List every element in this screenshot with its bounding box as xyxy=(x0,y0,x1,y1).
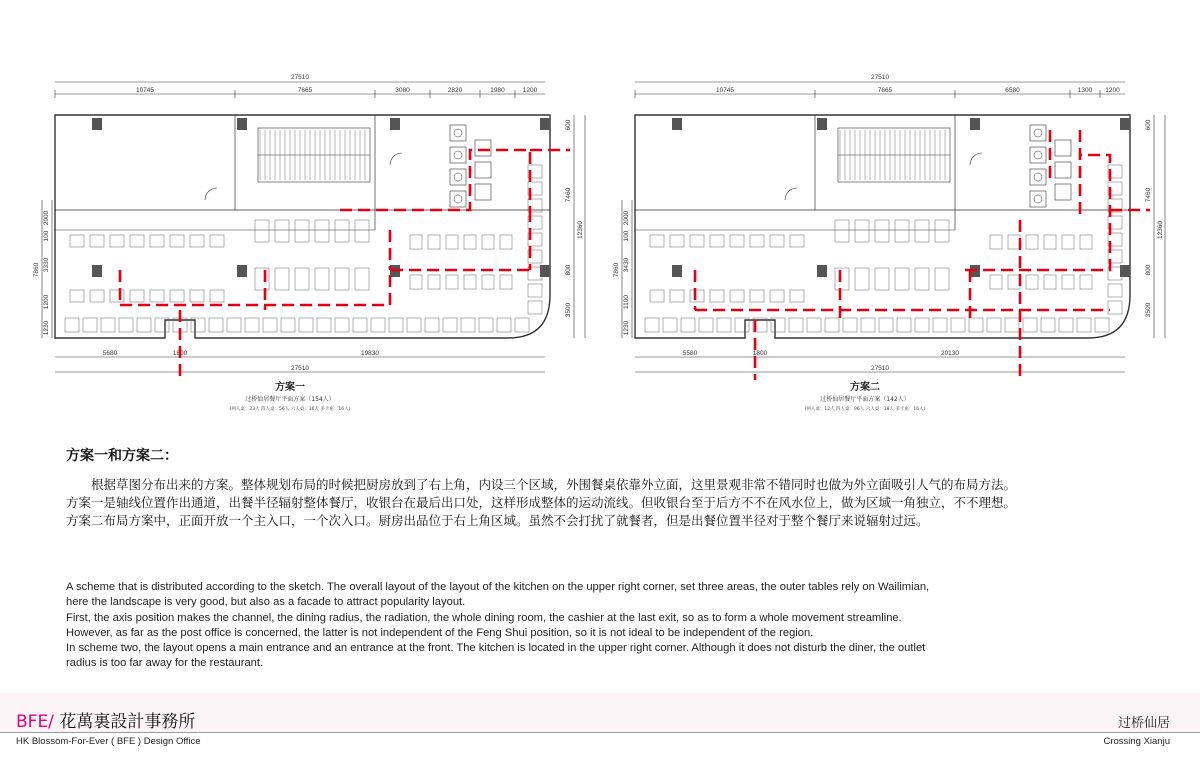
kitchen-burner xyxy=(454,129,462,137)
zh-paragraph: 方案二布局方案中，正面开放一个主入口，一个次入口。厨房出品位于右上角区域。虽然不会打扰了就餐者，但是出餐位置半径对于整个餐厅来说辐射过远。 xyxy=(66,513,929,528)
dimension-left: 3430 xyxy=(623,257,630,273)
dimension-left: 2000 xyxy=(623,210,630,226)
dimension-bottom: 1800 xyxy=(752,350,768,357)
dining-table xyxy=(355,268,369,290)
kitchen-equipment xyxy=(450,169,466,185)
dining-table xyxy=(855,220,869,242)
booth-seat xyxy=(245,318,259,332)
dining-table xyxy=(935,220,949,242)
dimension-left: 1230 xyxy=(43,320,50,336)
dining-table xyxy=(990,275,1002,289)
dimension-top: 1200 xyxy=(1105,87,1120,94)
section-heading: 方案一和方案二： xyxy=(66,448,178,464)
structural-column xyxy=(390,118,400,130)
dimension-left: 3330 xyxy=(43,257,50,273)
dimension-left: 1230 xyxy=(623,320,630,336)
dimension-top: 1980 xyxy=(490,87,505,94)
booth-seat xyxy=(83,318,97,332)
booth-seat xyxy=(699,318,713,332)
booth-seat xyxy=(915,318,929,332)
dimension-left: 1100 xyxy=(623,295,630,309)
dimension-top: 10745 xyxy=(135,87,155,94)
chinese-description xyxy=(66,476,1096,530)
dining-table xyxy=(464,235,476,249)
dimension-top: 1300 xyxy=(1077,87,1093,94)
dining-table xyxy=(482,275,494,289)
dining-table xyxy=(750,290,764,302)
dimension-bottom: 5680 xyxy=(102,350,118,357)
booth-seat xyxy=(951,318,965,332)
en-line: However, as far as the post office is concerned, the latter is not independent of the Feng Shui position, so it is not ideal to be independent of the region. xyxy=(66,626,814,639)
structural-column xyxy=(92,118,102,130)
dining-table xyxy=(915,220,929,242)
kitchen-equipment xyxy=(1055,184,1071,200)
project-name-en: Crossing Xianju xyxy=(1103,736,1170,747)
booth-seat xyxy=(65,318,79,332)
dining-table xyxy=(895,220,909,242)
footer-divider xyxy=(0,732,1200,733)
booth-seat xyxy=(897,318,911,332)
en-line: here the landscape is very good, but also as a facade to attract popularity layout. xyxy=(66,596,466,609)
floor-plan-drawing xyxy=(30,70,590,380)
dining-table xyxy=(210,235,224,247)
booth-seat xyxy=(843,318,857,332)
dining-table xyxy=(428,275,440,289)
dining-table xyxy=(835,220,849,242)
kitchen-equipment xyxy=(1030,191,1046,207)
booth-seat xyxy=(299,318,313,332)
dimension-top: 7665 xyxy=(877,87,893,94)
kitchen-burner xyxy=(1034,151,1042,159)
dimension-top: 2820 xyxy=(447,87,463,94)
dining-table xyxy=(190,290,204,302)
kitchen-equipment xyxy=(475,140,491,156)
kitchen-burner xyxy=(454,151,462,159)
booth-seat xyxy=(861,318,875,332)
dining-table xyxy=(275,268,289,290)
dining-table xyxy=(770,235,784,247)
dining-table xyxy=(935,268,949,290)
dining-table xyxy=(255,220,269,242)
dimension-right: 12360 xyxy=(577,220,584,240)
dining-table xyxy=(990,235,1002,249)
dining-table xyxy=(335,268,349,290)
dimension-left: 100 xyxy=(623,230,630,242)
office-name: HK Blossom-For-Ever ( BFE ) Design Office xyxy=(16,736,201,747)
dining-table xyxy=(730,290,744,302)
kitchen-burner xyxy=(1034,195,1042,203)
dimension-bottom-total: 27510 xyxy=(290,365,310,372)
plan-subtitle-2: 过桥仙居餐厅平面方案（142人） xyxy=(820,396,910,403)
booth-seat xyxy=(389,318,403,332)
dining-table xyxy=(410,235,422,249)
zh-paragraph: 根据草图分布出来的方案。整体规划布局的时候把厨房放到了右上角，内设三个区域，外围餐桌依靠外立面，这里景观非常不错同时也做为外立面吸引人气的布局方法。 xyxy=(91,477,1017,492)
dining-table xyxy=(730,235,744,247)
booth-seat xyxy=(528,301,542,314)
kitchen-equipment xyxy=(1030,125,1046,141)
booth-seat xyxy=(227,318,241,332)
dimension-right: 7460 xyxy=(565,187,572,203)
structural-column xyxy=(672,118,682,130)
booth-seat xyxy=(443,318,457,332)
kitchen-equipment xyxy=(1055,140,1071,156)
kitchen-equipment xyxy=(1030,169,1046,185)
booth-seat xyxy=(479,318,493,332)
en-line: First, the axis position makes the channel, the dining radius, the radiation, the whole dining room, the cashier at the last exit, so as to form a whole movement streamline. xyxy=(66,611,902,624)
dining-table xyxy=(355,220,369,242)
booth-seat xyxy=(645,318,659,332)
dimension-top: 6580 xyxy=(1005,87,1020,94)
plan-title-1: 方案一 xyxy=(275,382,305,393)
booth-seat xyxy=(879,318,893,332)
en-line: In scheme two, the layout opens a main entrance and an entrance at the front. The kitchen is located in the upper right corner. Although it does not disturb the diner, the outlet xyxy=(66,642,926,655)
kitchen-equipment xyxy=(1030,147,1046,163)
dimension-top-total: 27510 xyxy=(870,74,890,81)
brand-logo xyxy=(16,707,195,732)
brand-prefix: BFE/ xyxy=(16,712,54,732)
kitchen-burner xyxy=(1034,173,1042,181)
zh-paragraph: 方案一是轴线位置作出通道，出餐半径辐射整体餐厅，收银台在最后出口处，这样形成整体的运动流线。但收银台至于后方不不在风水位上，做为区域一角独立，不不理想。 xyxy=(66,495,1017,510)
dining-table xyxy=(500,275,512,289)
dimension-left: 7860 xyxy=(613,262,620,278)
booth-seat xyxy=(528,284,542,297)
kitchen-equipment xyxy=(475,184,491,200)
dining-table xyxy=(110,235,124,247)
dimension-bottom: 1800 xyxy=(172,350,188,357)
booth-seat xyxy=(969,318,983,332)
dining-table xyxy=(1026,235,1038,249)
dining-table xyxy=(90,235,104,247)
dining-table xyxy=(790,235,804,247)
dining-table xyxy=(295,268,309,290)
dimension-right: 600 xyxy=(1145,119,1152,131)
dimension-top: 1200 xyxy=(522,87,538,94)
booth-seat xyxy=(825,318,839,332)
dining-table xyxy=(295,220,309,242)
dining-table xyxy=(1080,235,1092,249)
dimension-right: 3500 xyxy=(565,302,572,318)
kitchen-equipment xyxy=(1055,162,1071,178)
dining-table xyxy=(1062,235,1074,249)
dining-table xyxy=(710,235,724,247)
door-swing xyxy=(970,153,982,165)
dining-table xyxy=(855,268,869,290)
dining-table xyxy=(130,235,144,247)
dimension-left: 7860 xyxy=(33,262,40,278)
dining-table xyxy=(650,290,664,302)
booth-seat xyxy=(807,318,821,332)
structural-column xyxy=(1120,118,1130,130)
dimension-top: 7665 xyxy=(297,87,313,94)
dining-table xyxy=(90,290,104,302)
door-swing xyxy=(785,188,797,200)
dimension-top: 3080 xyxy=(395,87,410,94)
structural-column xyxy=(970,118,980,130)
dining-table xyxy=(1026,275,1038,289)
dining-table xyxy=(670,235,684,247)
dining-table xyxy=(1080,275,1092,289)
building-outline xyxy=(635,115,1130,338)
dimension-top: 10745 xyxy=(715,87,735,94)
floor-plan-drawing xyxy=(610,70,1170,380)
plan-subtitle-1: 过桥仙居餐厅平面方案（154人） xyxy=(245,396,335,403)
dining-table xyxy=(150,290,164,302)
dining-table xyxy=(70,235,84,247)
circulation-path xyxy=(965,155,1110,270)
booth-seat xyxy=(515,318,529,332)
dining-table xyxy=(790,290,804,302)
dining-table xyxy=(835,268,849,290)
dining-table xyxy=(170,235,184,247)
circulation-path xyxy=(340,150,530,210)
plan-note-1: (两人桌：23人 四人桌：56人 六人桌：36人 多卡座：16人) xyxy=(229,407,351,412)
booth-seat xyxy=(987,318,1001,332)
dining-table xyxy=(1008,235,1020,249)
en-line: radius is too far away for the restaurant. xyxy=(66,657,264,670)
booth-seat xyxy=(1041,318,1055,332)
dimension-left: 100 xyxy=(43,230,50,242)
structural-column xyxy=(92,265,102,277)
structural-column xyxy=(672,265,682,277)
project-name-zh: 过桥仙居 xyxy=(1117,716,1170,731)
dining-table xyxy=(70,290,84,302)
dining-table xyxy=(130,290,144,302)
booth-seat xyxy=(407,318,421,332)
booth-seat xyxy=(789,318,803,332)
booth-seat xyxy=(425,318,439,332)
dining-table xyxy=(690,235,704,247)
dining-table xyxy=(750,235,764,247)
booth-seat xyxy=(317,318,331,332)
dining-table xyxy=(875,220,889,242)
booth-seat xyxy=(209,318,223,332)
booth-seat xyxy=(1059,318,1073,332)
booth-seat xyxy=(1023,318,1037,332)
english-description xyxy=(66,580,1146,672)
dimension-bottom: 19830 xyxy=(360,350,380,357)
dining-table xyxy=(110,290,124,302)
dining-table xyxy=(315,220,329,242)
dining-table xyxy=(670,290,684,302)
dimension-left: 1200 xyxy=(43,294,50,310)
structural-column xyxy=(237,265,247,277)
booth-seat xyxy=(497,318,511,332)
dining-table xyxy=(170,290,184,302)
kitchen-burner xyxy=(454,173,462,181)
dimension-bottom: 5580 xyxy=(682,350,698,357)
booth-seat xyxy=(281,318,295,332)
dining-table xyxy=(1008,275,1020,289)
dining-table xyxy=(210,290,224,302)
booth-seat xyxy=(1095,318,1109,332)
dining-table xyxy=(255,268,269,290)
dining-table xyxy=(915,268,929,290)
booth-seat xyxy=(1005,318,1019,332)
structural-column xyxy=(817,118,827,130)
booth-seat xyxy=(119,318,133,332)
dining-table xyxy=(875,268,889,290)
booth-seat xyxy=(371,318,385,332)
dining-table xyxy=(275,220,289,242)
dining-table xyxy=(1044,235,1056,249)
dining-table xyxy=(500,235,512,249)
kitchen-equipment xyxy=(450,191,466,207)
dining-table xyxy=(335,220,349,242)
booth-seat xyxy=(1077,318,1091,332)
kitchen-equipment xyxy=(450,147,466,163)
dining-table xyxy=(710,290,724,302)
floor-plan-scheme-1 xyxy=(30,70,590,380)
dining-table xyxy=(1062,275,1074,289)
kitchen-equipment xyxy=(475,162,491,178)
dimension-right: 12360 xyxy=(1157,220,1164,240)
dimension-right: 800 xyxy=(565,264,572,276)
dimension-bottom-total: 27510 xyxy=(870,365,890,372)
dining-table xyxy=(770,290,784,302)
structural-column xyxy=(237,118,247,130)
plan-note-2: (两人桌：12人 四人桌：96人 六人桌：18人 多卡座：16人) xyxy=(804,407,926,412)
door-swing xyxy=(205,188,217,200)
dining-table xyxy=(150,235,164,247)
booth-seat xyxy=(717,318,731,332)
structural-column xyxy=(817,265,827,277)
plan-title-2: 方案二 xyxy=(850,382,880,393)
dimension-right: 800 xyxy=(1145,264,1152,276)
dimension-top-total: 27510 xyxy=(290,74,310,81)
dining-table xyxy=(464,275,476,289)
booth-seat xyxy=(681,318,695,332)
booth-seat xyxy=(1108,301,1122,314)
dining-table xyxy=(410,275,422,289)
kitchen-burner xyxy=(1034,129,1042,137)
dining-table xyxy=(446,275,458,289)
en-line: A scheme that is distributed according to the sketch. The overall layout of the layout of the kitchen on the upper right corner, set three areas, the outer tables rely on Wailimian, xyxy=(66,581,930,593)
booth-seat xyxy=(101,318,115,332)
kitchen-equipment xyxy=(450,125,466,141)
booth-seat xyxy=(933,318,947,332)
booth-seat xyxy=(353,318,367,332)
dining-table xyxy=(315,268,329,290)
booth-seat xyxy=(663,318,677,332)
booth-seat xyxy=(1108,284,1122,297)
dining-table xyxy=(446,235,458,249)
floor-plan-scheme-2 xyxy=(610,70,1170,380)
dining-table xyxy=(1044,275,1056,289)
booth-seat xyxy=(263,318,277,332)
booth-seat xyxy=(461,318,475,332)
dimension-right: 7460 xyxy=(1145,187,1152,203)
dining-table xyxy=(428,235,440,249)
kitchen-burner xyxy=(454,195,462,203)
dining-table xyxy=(482,235,494,249)
dining-table xyxy=(895,268,909,290)
door-swing xyxy=(390,153,402,165)
booth-seat xyxy=(335,318,349,332)
brand-name: 花萬裏設計事務所 xyxy=(53,712,196,732)
dining-table xyxy=(690,290,704,302)
dining-table xyxy=(650,235,664,247)
structural-column xyxy=(540,118,550,130)
dimension-bottom: 20130 xyxy=(940,350,960,357)
booth-seat xyxy=(137,318,151,332)
dimension-right: 600 xyxy=(565,119,572,131)
dining-table xyxy=(190,235,204,247)
dimension-left: 2000 xyxy=(43,210,50,226)
dimension-right: 3500 xyxy=(1145,302,1152,318)
